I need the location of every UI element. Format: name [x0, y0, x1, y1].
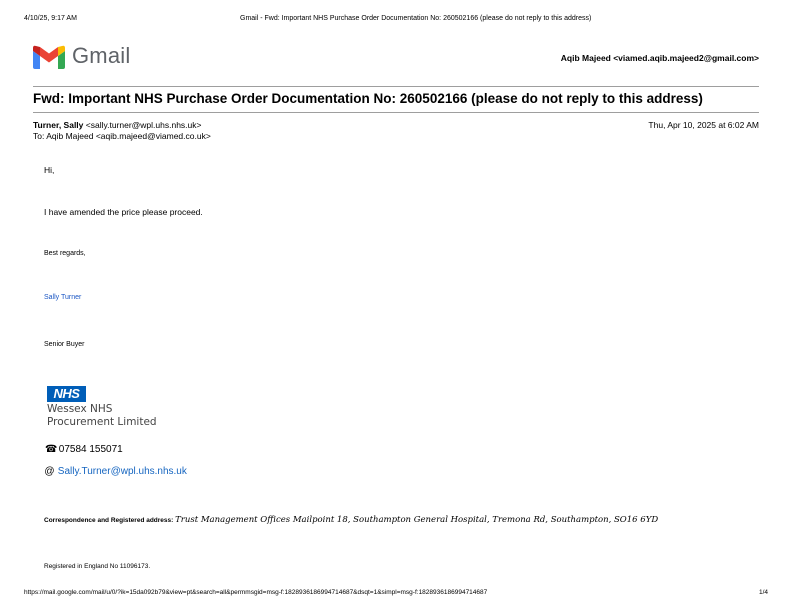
address-label: Correspondence and Registered address:	[44, 517, 174, 524]
signature-email	[44, 466, 187, 477]
email-date: Thu, Apr 10, 2025 at 6:02 AM	[648, 120, 759, 130]
email-to: To: Aqib Majeed <aqib.majeed@viamed.co.uk>	[33, 131, 211, 141]
email-subject: Fwd: Important NHS Purchase Order Documentation No: 260502166 (please do not reply to this address)	[33, 91, 703, 106]
from-name: Turner, Sally	[33, 120, 84, 130]
registered-address	[44, 515, 658, 525]
phone-number: 07584 155071	[58, 444, 123, 455]
gmail-logo-icon	[33, 45, 65, 69]
print-header-datetime: 4/10/25, 9:17 AM	[24, 15, 77, 22]
print-header-title: Gmail - Fwd: Important NHS Purchase Order Documentation No: 260502166 (please do not reply to this address)	[240, 15, 592, 22]
email-regards: Best regards,	[44, 250, 86, 257]
gmail-logo-text: Gmail	[72, 43, 131, 68]
company-registration: Registered in England No 11096173.	[44, 563, 151, 570]
nhs-logo: NHS	[47, 386, 86, 402]
account-email: Aqib Majeed <viamed.aqib.majeed2@gmail.com>	[560, 53, 759, 63]
signature-phone	[45, 444, 123, 455]
from-email: <sally.turner@wpl.uhs.nhs.uk>	[85, 120, 202, 130]
sender-name-link[interactable]: Sally Turner	[44, 294, 82, 301]
email-message: I have amended the price please proceed.	[44, 207, 203, 217]
org-name-line1: Wessex NHS	[47, 403, 113, 415]
email-greeting: Hi,	[44, 165, 55, 175]
page-number: 1/4	[758, 589, 768, 596]
address-text: Trust Management Offices Mailpoint 18, Southampton General Hospital, Tremona Rd, Southampton, SO16 6YD	[175, 515, 659, 525]
signature-email-link[interactable]: Sally.Turner@wpl.uhs.nhs.uk	[57, 466, 187, 477]
org-name-line2: Procurement Limited	[47, 416, 157, 428]
header-divider	[33, 86, 759, 87]
subject-divider	[33, 112, 759, 113]
email-from	[33, 120, 202, 130]
phone-icon: ☎	[45, 444, 58, 455]
print-footer-url: https://mail.google.com/mail/u/0/?ik=15da092b79&view=pt&search=all&permmsgid=msg-f:1828936186994714687&dsqt=1&simpl=msg-f:1828936186994714687	[24, 589, 488, 596]
sender-role: Senior Buyer	[44, 341, 85, 348]
at-sign-icon: @	[44, 466, 55, 477]
